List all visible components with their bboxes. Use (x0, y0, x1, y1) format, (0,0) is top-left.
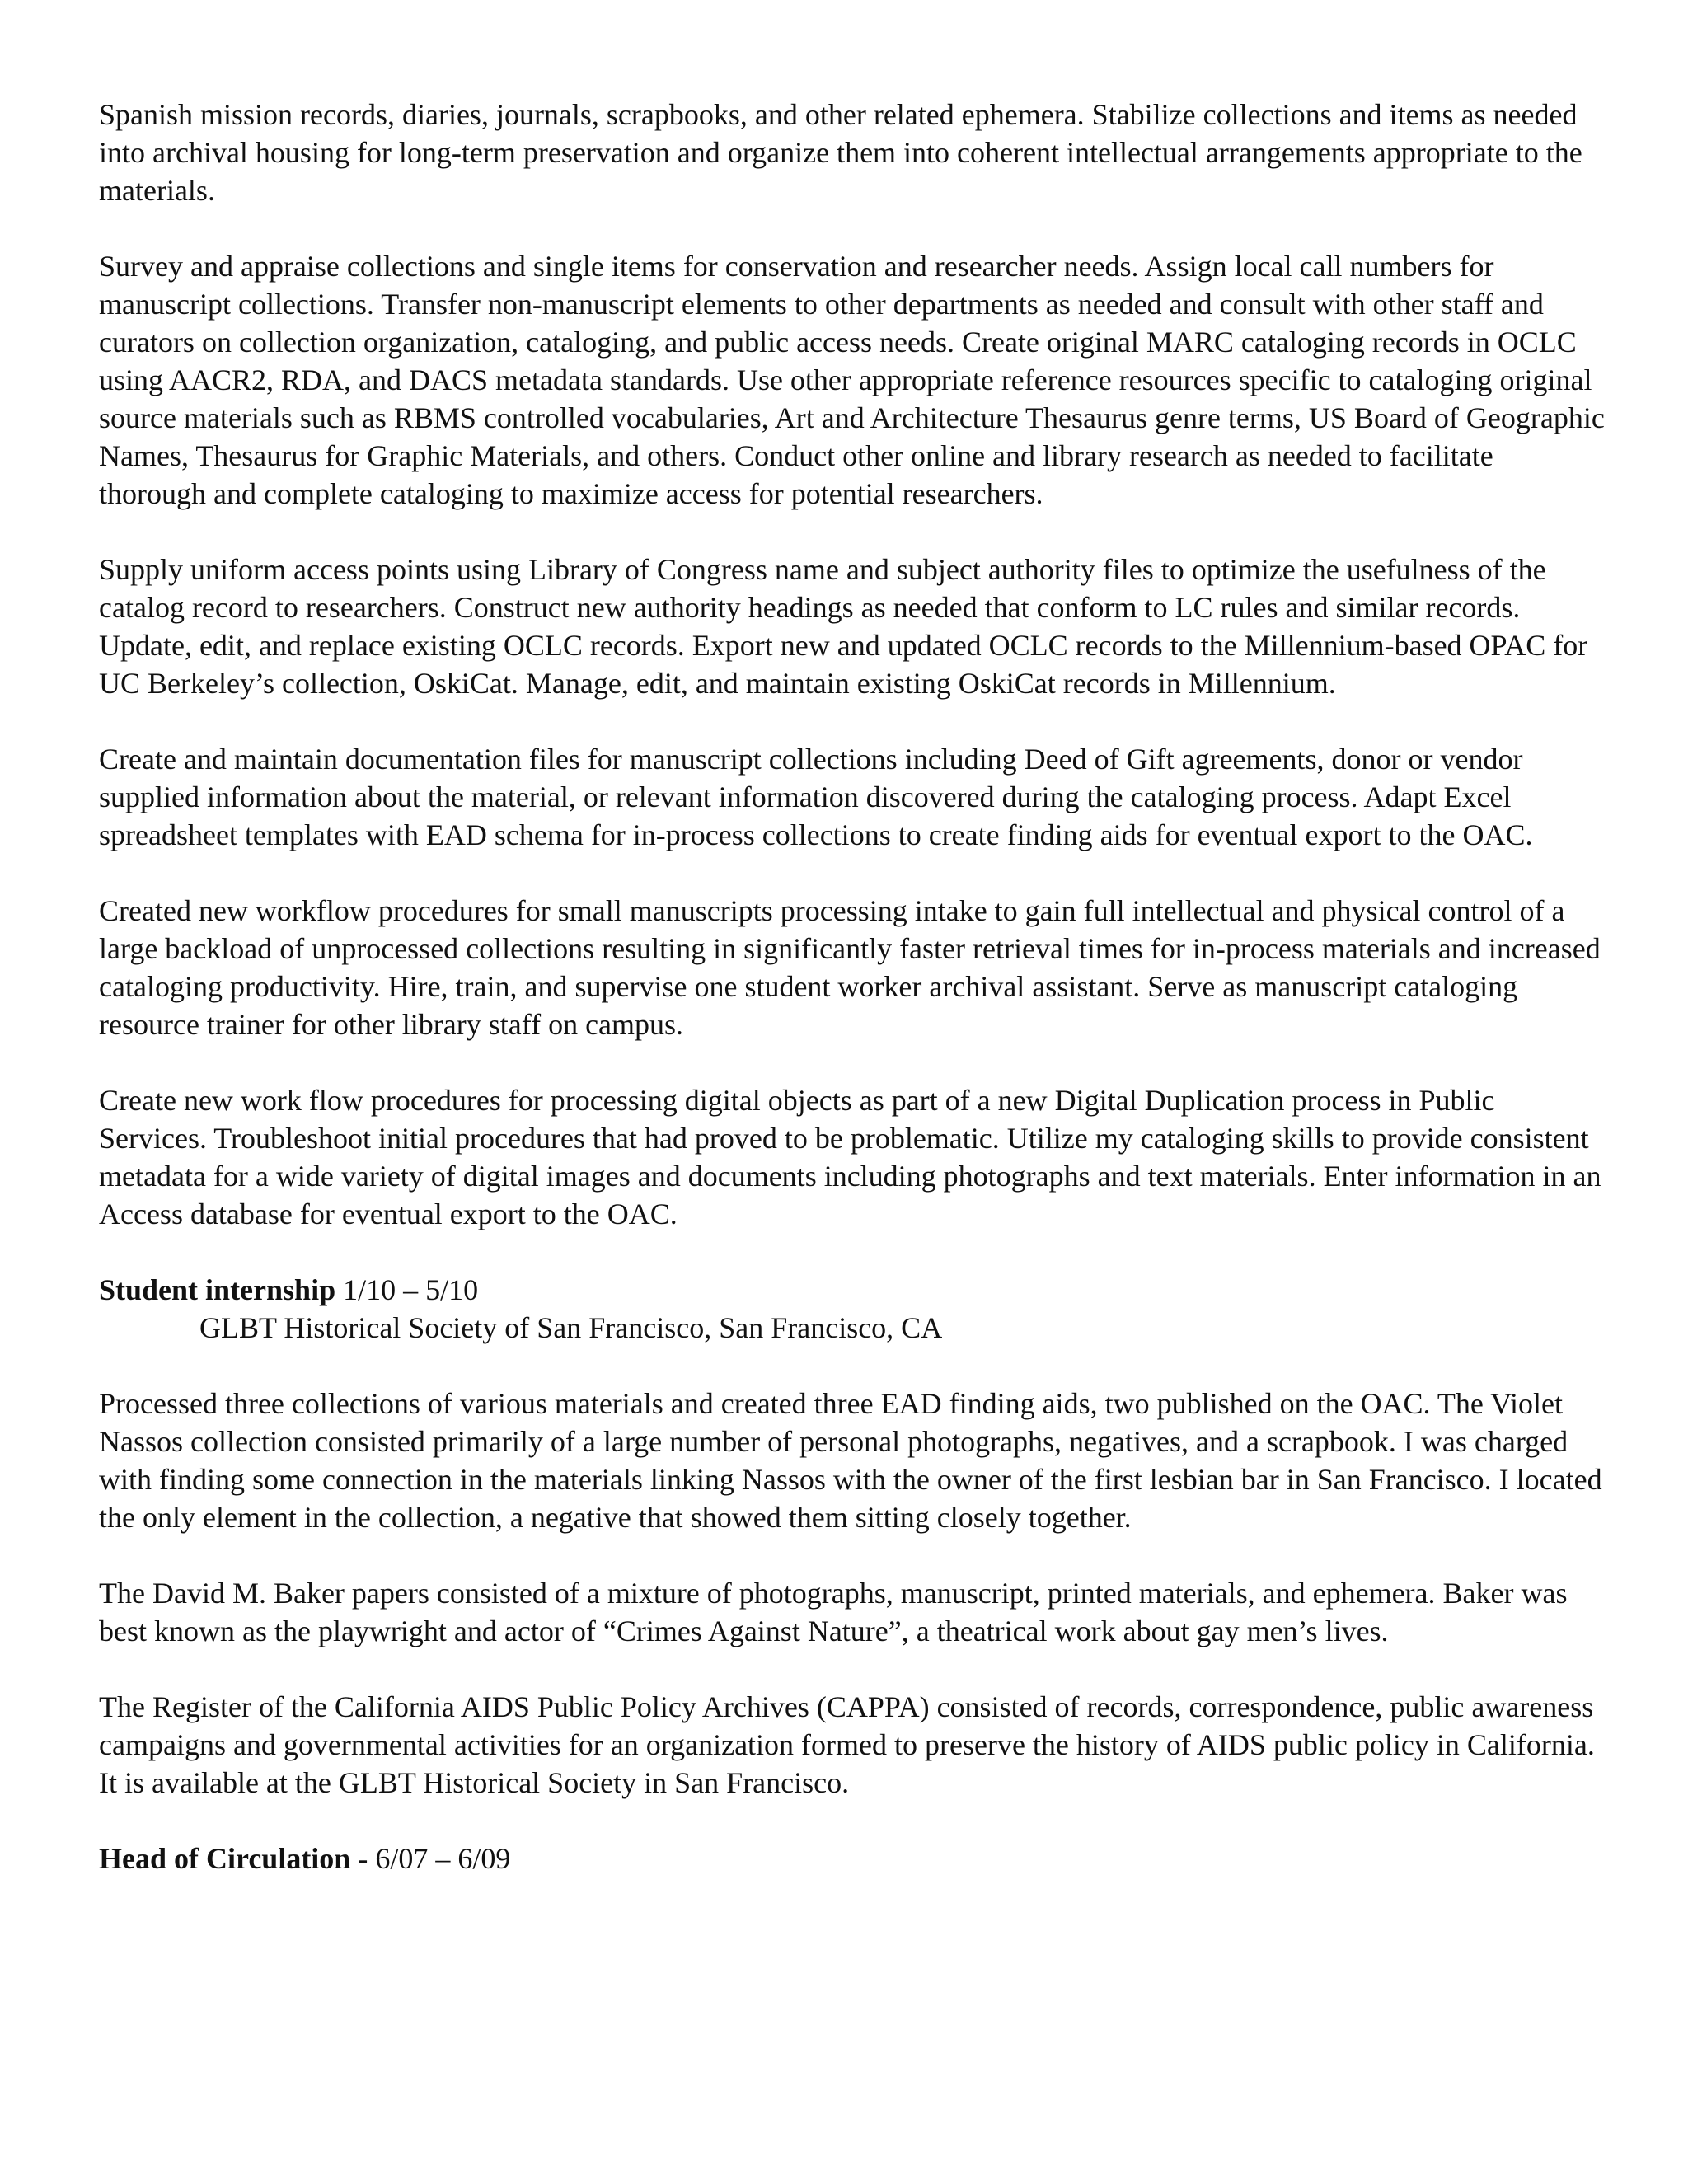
paragraph-survey-appraise: Survey and appraise collections and single items for conservation and researcher needs. Assign local call numbers for manuscript collections. Transfer non-manuscript elements to other departments as needed and consult with other staff and curators on collection organization, cataloging, and public access needs. Create original MARC cataloging records in OCLC using AACR2, RDA, and DACS metadata standards. Use other appropriate reference resources specific to cataloging original source materials such as RBMS controlled vocabularies, Art and Architecture Thesaurus genre terms, US Board of Geographic Names, Thesaurus for Graphic Materials, and others. Conduct other online and library research as needed to facilitate thorough and complete cataloging to maximize access for potential researchers. (99, 250, 1605, 510)
internship-organization: GLBT Historical Society of San Francisco, San Francisco, CA (199, 1311, 943, 1344)
paragraph-cappa-register: The Register of the California AIDS Public Policy Archives (CAPPA) consisted of records, correspondence, public awareness campaigns and governmental activities for an organization formed to preserve the history of AIDS public policy in California. It is available at the GLBT Historical Society in San Francisco. (99, 1690, 1595, 1799)
internship-title: Student internship (99, 1273, 336, 1306)
paragraph-spanish-mission: Spanish mission records, diaries, journals, scrapbooks, and other related ephemera. Stabilize collections and items as needed into archival housing for long-term preservation and organize them into coherent intellectual arrangements appropriate to the materials. (99, 98, 1582, 207)
paragraph-documentation-files: Create and maintain documentation files for manuscript collections including Deed of Gift agreements, donor or vendor supplied information about the material, or relevant information discovered during the cataloging process. Adapt Excel spreadsheet templates with EAD schema for in-process collections to create finding aids for eventual export to the OAC. (99, 743, 1533, 851)
paragraph-digital-objects: Create new work flow procedures for processing digital objects as part of a new Digital Duplication process in Public Services. Troubleshoot initial procedures that had proved to be problematic. Utilize my cataloging skills to provide consistent metadata for a wide variety of digital images and documents including photographs and text materials. Enter information in an Access database for eventual export to the OAC. (99, 1084, 1601, 1230)
head-of-circulation-title: Head of Circulation (99, 1842, 351, 1875)
resume-page (99, 96, 1607, 1877)
paragraph-internship-collections: Processed three collections of various materials and created three EAD finding aids, two published on the OAC. The Violet Nassos collection consisted primarily of a large number of personal photographs, negatives, and a scrapbook. I was charged with finding some connection in the materials linking Nassos with the owner of the first lesbian bar in San Francisco. I located the only element in the collection, a negative that showed them sitting closely together. (99, 1387, 1602, 1534)
head-of-circulation-dates: - 6/07 – 6/09 (358, 1842, 511, 1875)
internship-heading (99, 1271, 1607, 1309)
paragraph-uniform-access: Supply uniform access points using Library of Congress name and subject authority files to optimize the usefulness of the catalog record to researchers. Construct new authority headings as needed that conform to LC rules and similar records. Update, edit, and replace existing OCLC records. Export new and updated OCLC records to the Millennium-based OPAC for UC Berkeley’s collection, OskiCat. Manage, edit, and maintain existing OskiCat records in Millennium. (99, 553, 1588, 700)
internship-dates: 1/10 – 5/10 (343, 1273, 479, 1306)
paragraph-baker-papers: The David M. Baker papers consisted of a mixture of photographs, manuscript, printed materials, and ephemera. Baker was best known as the playwright and actor of “Crimes Against Nature”, a theatrical work about gay men’s lives. (99, 1577, 1568, 1647)
paragraph-workflow-procedures: Created new workflow procedures for small manuscripts processing intake to gain full intellectual and physical control of a large backload of unprocessed collections resulting in significantly faster retrieval times for in-process materials and increased cataloging productivity. Hire, train, and supervise one student worker archival assistant. Serve as manuscript cataloging resource trainer for other library staff on campus. (99, 894, 1601, 1041)
head-of-circulation-heading (99, 1840, 1607, 1877)
